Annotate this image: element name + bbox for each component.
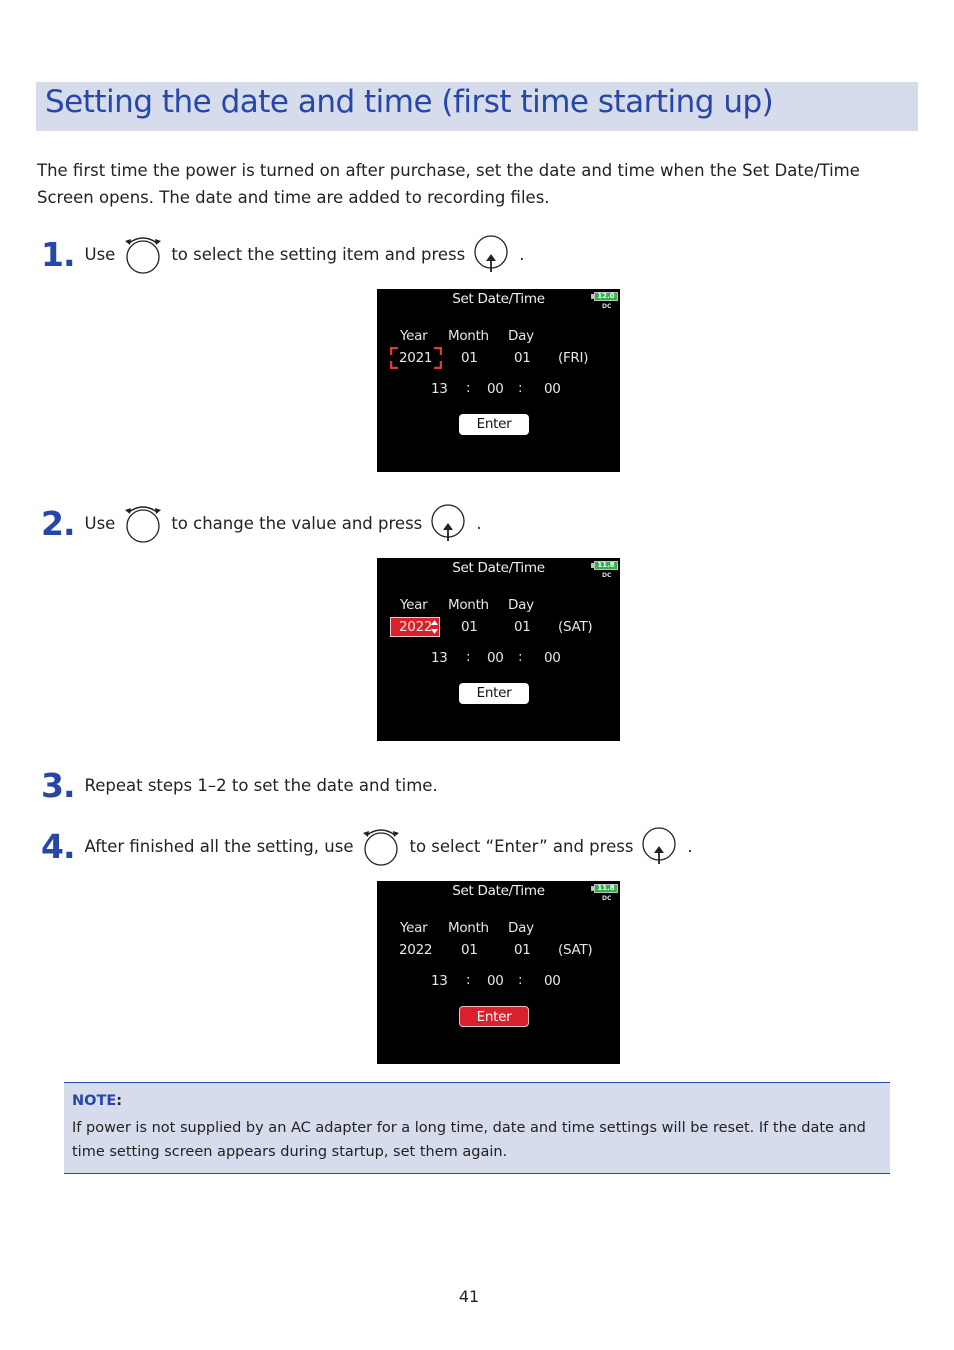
step-text-pre: After finished all the setting, use <box>84 836 354 856</box>
press-dial-icon <box>473 234 511 274</box>
rotate-dial-icon <box>123 502 163 544</box>
year-value[interactable]: 2022 <box>399 619 433 635</box>
note-box <box>64 1082 890 1174</box>
second-value[interactable]: 00 <box>544 973 561 989</box>
page-title: Setting the date and time (first time starting up) <box>45 84 774 120</box>
power-source-label: DC <box>602 895 612 902</box>
title-bar <box>36 82 918 131</box>
press-dial-icon <box>430 503 468 543</box>
battery-icon: 11.8 <box>594 561 618 570</box>
page-number: 41 <box>458 1287 480 1306</box>
lcd-screen-select <box>377 289 620 472</box>
step-text-mid: to change the value and press <box>171 513 423 533</box>
enter-button[interactable]: Enter <box>459 683 529 704</box>
step-number: 4. <box>41 826 75 866</box>
hour-value[interactable]: 13 <box>431 973 448 989</box>
day-value[interactable]: 01 <box>514 942 531 958</box>
month-header: Month <box>448 328 489 344</box>
minute-value[interactable]: 00 <box>487 381 504 397</box>
lcd-screen-enter <box>377 881 620 1064</box>
second-value[interactable]: 00 <box>544 381 561 397</box>
intro-paragraph: The first time the power is turned on after purchase, set the date and time when the Set Date/Time Screen opens. The date and time are added to recording files. <box>37 161 860 207</box>
battery-icon: 12.0 <box>594 292 618 301</box>
month-value[interactable]: 01 <box>461 619 478 635</box>
power-source-label: DC <box>602 303 612 310</box>
month-header: Month <box>448 920 489 936</box>
time-separator: : <box>518 380 523 396</box>
enter-button[interactable]: Enter <box>459 414 529 435</box>
day-value[interactable]: 01 <box>514 350 531 366</box>
day-value[interactable]: 01 <box>514 619 531 635</box>
step-text-pre: Use <box>84 513 116 533</box>
step-text-mid: to select the setting item and press <box>171 244 466 264</box>
step-text-pre: Use <box>84 244 116 264</box>
screen-title: Set Date/Time <box>452 883 545 899</box>
rotate-dial-icon <box>361 825 401 867</box>
step-1 <box>41 234 524 274</box>
screen-title: Set Date/Time <box>452 560 545 576</box>
time-separator: : <box>466 972 471 988</box>
power-source-label: DC <box>602 572 612 579</box>
enter-button[interactable]: Enter <box>459 1006 529 1027</box>
year-value[interactable]: 2022 <box>399 942 433 958</box>
step-text-post: . <box>476 513 482 533</box>
weekday-value: (SAT) <box>558 942 593 958</box>
year-header: Year <box>400 597 428 613</box>
step-number: 3. <box>41 765 75 805</box>
step-text: Repeat steps 1–2 to set the date and time. <box>84 775 438 795</box>
minute-value[interactable]: 00 <box>487 973 504 989</box>
time-separator: : <box>466 649 471 665</box>
note-heading <box>72 1093 122 1109</box>
year-header: Year <box>400 328 428 344</box>
step-number: 1. <box>41 234 75 274</box>
step-text-post: . <box>519 244 525 264</box>
step-4 <box>41 826 693 866</box>
screen-title: Set Date/Time <box>452 291 545 307</box>
day-header: Day <box>508 328 534 344</box>
press-dial-icon <box>641 826 679 866</box>
day-header: Day <box>508 920 534 936</box>
month-value[interactable]: 01 <box>461 942 478 958</box>
weekday-value: (FRI) <box>558 350 589 366</box>
rotate-dial-icon <box>123 233 163 275</box>
month-header: Month <box>448 597 489 613</box>
year-value[interactable]: 2021 <box>399 350 433 366</box>
step-text-post: . <box>687 836 693 856</box>
time-separator: : <box>518 972 523 988</box>
step-3 <box>41 765 438 805</box>
month-value[interactable]: 01 <box>461 350 478 366</box>
hour-value[interactable]: 13 <box>431 381 448 397</box>
weekday-value: (SAT) <box>558 619 593 635</box>
minute-value[interactable]: 00 <box>487 650 504 666</box>
battery-icon: 11.8 <box>594 884 618 893</box>
year-header: Year <box>400 920 428 936</box>
note-text: If power is not supplied by an AC adapter for a long time, date and time settings will be reset. If the date and time setting screen appears during startup, set them again. <box>72 1120 866 1160</box>
step-2 <box>41 503 482 543</box>
step-text-mid: to select “Enter” and press <box>409 836 634 856</box>
lcd-screen-edit <box>377 558 620 741</box>
second-value[interactable]: 00 <box>544 650 561 666</box>
note-colon: : <box>116 1093 123 1109</box>
up-down-arrows-icon <box>430 619 439 635</box>
note-label: NOTE <box>72 1093 117 1109</box>
time-separator: : <box>518 649 523 665</box>
day-header: Day <box>508 597 534 613</box>
hour-value[interactable]: 13 <box>431 650 448 666</box>
time-separator: : <box>466 380 471 396</box>
step-number: 2. <box>41 503 75 543</box>
